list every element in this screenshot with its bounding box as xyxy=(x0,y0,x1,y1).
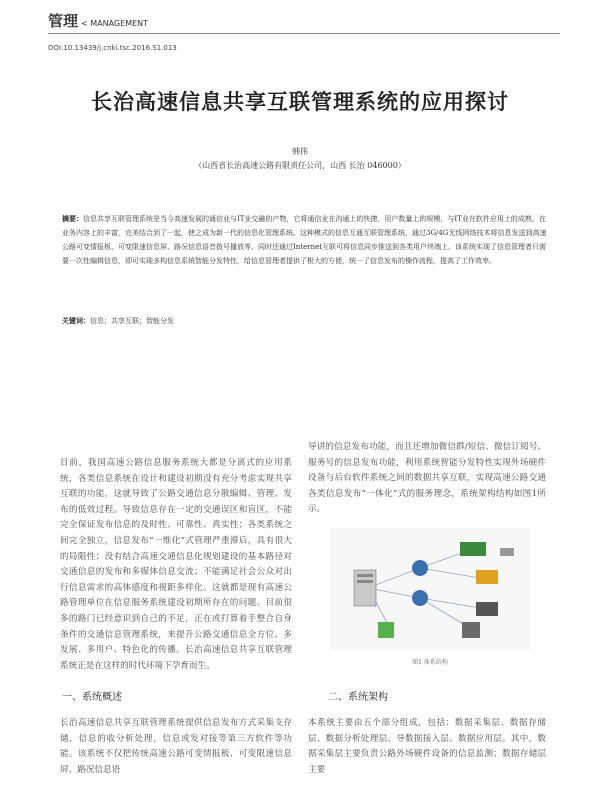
intro-right-column: 导讲的信息发布功能，而且还增加微信群/短信、微信订阅号、服务号的信息发布功能，利用系统智能分发特性实现外场硬件设备与后台软件系统之间的数据共享互联，实现高速公路交通各类信息发布“一体化”式的服务理念，系统架构结构如图1所示。 xyxy=(308,442,546,515)
author: 韩伟 xyxy=(292,147,308,156)
keywords-label: 关键词： xyxy=(62,317,90,325)
terminal-icon xyxy=(462,622,480,638)
intro-left-column: 目前，我国高速公路信息服务系统大都是分离式的应用系统，各类信息系统在设计和建设初期没有充分考虑实现共享互联的功能，这就导致了公路交通信息分散编辑、管理、发布的低效过程。导致信息存在一定的交通误区和盲区，不能完全保证发布信息的及时性、可靠性、真实性；各类系统之间完全独立，信息发布“一维化”式管理严重滞后，具有很大的局限性；没有结合高速交通信息化规划建设的基本路径对交通信息的发布和多媒体信息交流；不能满足社会公众对出行信息需求的高体感度和视距多样化。这就都是现有高速公路管理单位在信息服务系统建设初期所存在的问题。目前很多的路门已经意识到自己的不足，正在或打算着手整合自身条件的交通信息管理系统，来提升公路交通信息全方位、多发展、多用户、特色化的传播。长治高速信息共享互联管理系统正是在这样的时代环境下孕育而生。 xyxy=(60,458,292,671)
camera-icon xyxy=(476,602,498,616)
journal-header xyxy=(48,10,558,32)
abstract xyxy=(62,212,550,268)
network-node-icon xyxy=(412,560,428,576)
section-architecture-text: 本系统主要由五个部分组成，包括：数据采集层、数据存储层、数据分析处理层、导数据接入层、数据应用层。其中，数据采集层主要负责公路外场硬件设备的信息监测；数据存储层主要 xyxy=(308,718,546,775)
phone-icon xyxy=(500,548,514,556)
abstract-text: 信息共享互联管理系统是当今高速发展的通信业与IT业交融的产物，它将通信业在沟通上的快捷、用户数量上的规模，与IT业在软件应用上的成熟、在业务内容上的丰富，完美结合到了一起，使之成为新一代的信息化管理系统。这种模式的信息互通互联管理系统，通过3G/4G无线网络技术将信息发送到高速公路可变情报板、可变限速信息屏、路况信息语音拨号播放等。同时还通过Internet互联可将信息同步推送到各类用户终端上。该系统实现了信息管理者只需要一次性编辑信息，即可实现多构信息系统智能分发特性，给信息管理者提供了极大的方便，统一了信息发布的操作流程，提高了工作效率。 xyxy=(62,215,547,265)
keywords-text: 信息；共享互联；智能分发 xyxy=(90,317,174,325)
server-slot-icon xyxy=(357,580,373,583)
section-overview-title: 一、系统概述 xyxy=(62,692,122,703)
abstract-label: 摘要： xyxy=(62,215,83,223)
figure-caption: 图1 体系结构 xyxy=(412,659,448,666)
keywords xyxy=(62,316,550,326)
doi: DOI:10.13439/j.cnki.tsc.2016.S1.013 xyxy=(48,44,177,52)
header-divider xyxy=(48,33,560,34)
affiliation: （山西省长治高速公路有限责任公司，山西 长治 046000） xyxy=(194,161,406,170)
section-overview-text: 长治高速信息共享互联管理系统提供信息发布方式采集支存储，信息的收分析处理，信息或发对接等第三方软件等功能。该系统不仅把传统高速公路可变情报板、可变限速信息屏、路况信息语 xyxy=(60,718,292,775)
network-node-icon xyxy=(412,590,428,606)
architecture-figure xyxy=(330,528,530,650)
section-architecture-title: 二、系统架构 xyxy=(328,692,388,703)
server-slot-icon xyxy=(357,574,373,577)
vms-sign-icon xyxy=(460,542,486,556)
header-subcategory: < MANAGEMENT xyxy=(81,19,149,28)
wechat-icon xyxy=(378,622,394,638)
paper-title: 长治高速信息共享互联管理系统的应用探讨 xyxy=(91,90,509,114)
header-category: 管理 xyxy=(48,12,79,30)
speed-sign-icon xyxy=(476,570,498,584)
